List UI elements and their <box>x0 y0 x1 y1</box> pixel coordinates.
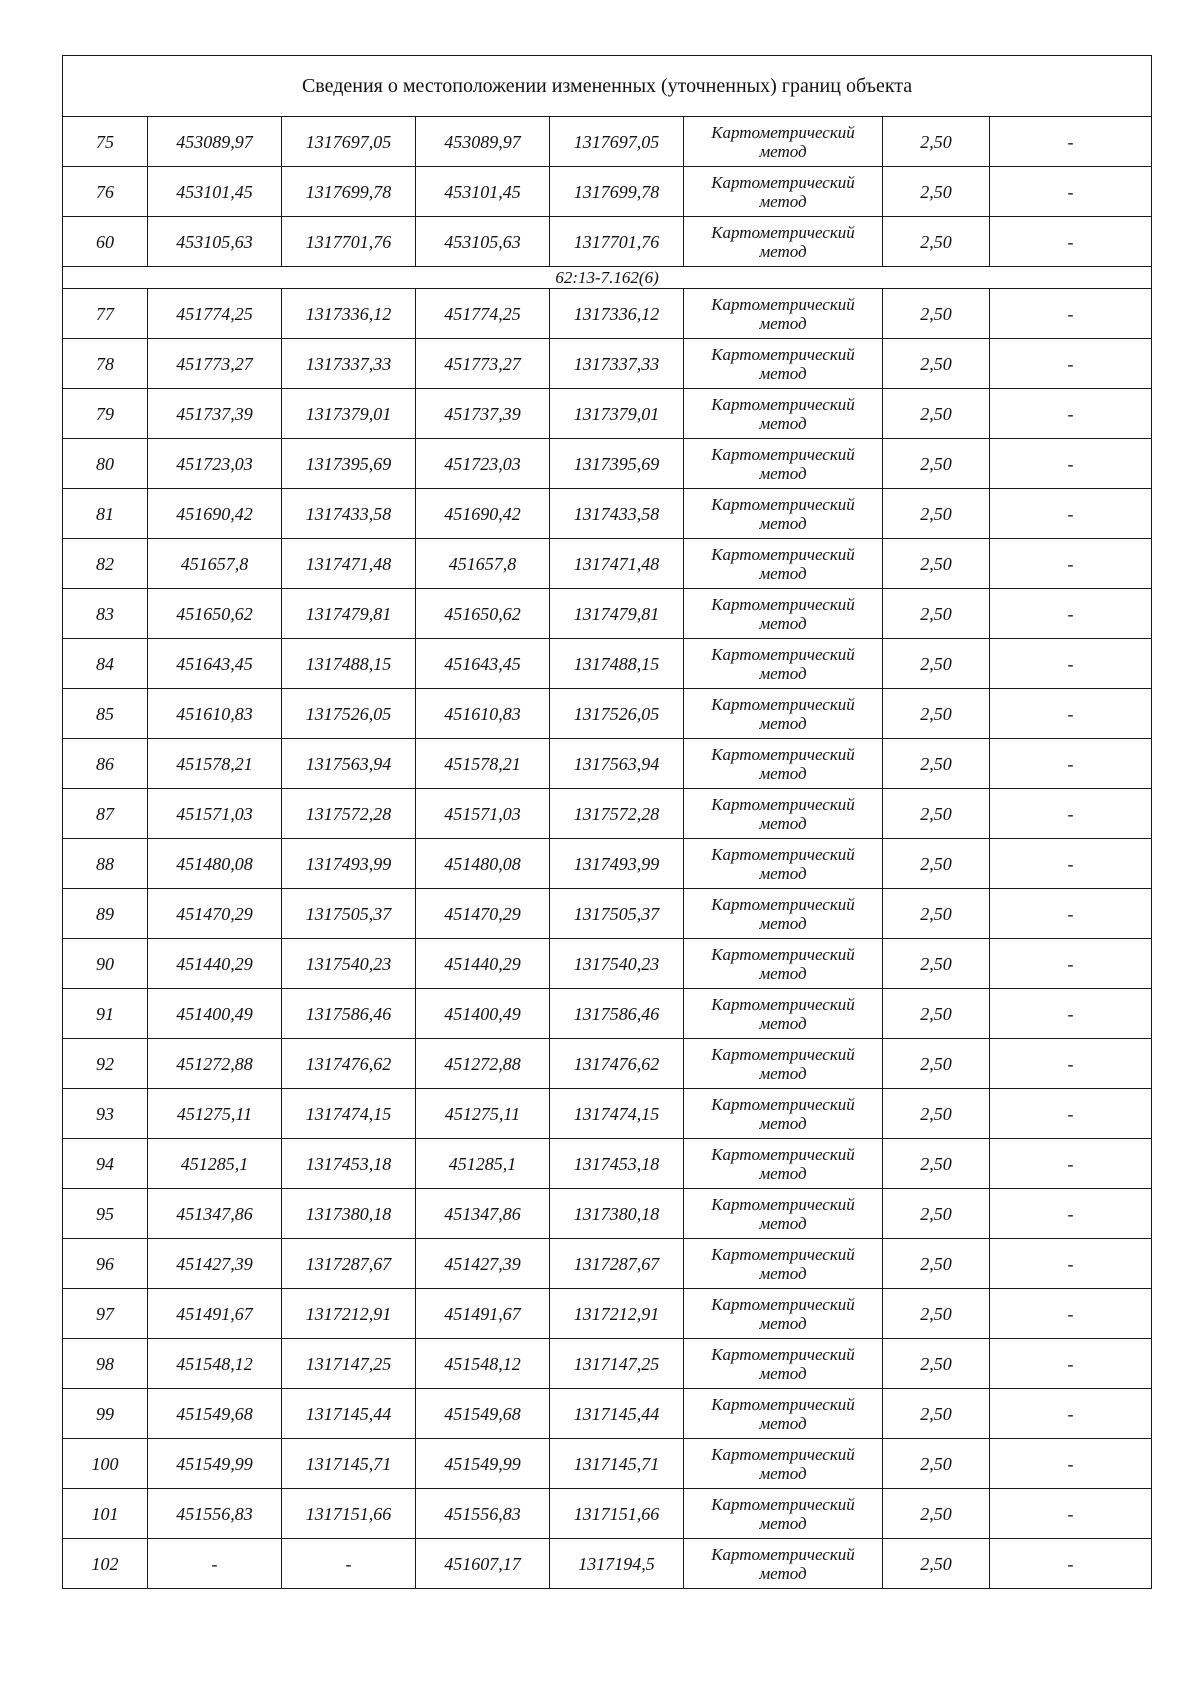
x-new-cell: 451657,8 <box>416 539 550 589</box>
y-old-cell: 1317337,33 <box>282 339 416 389</box>
method-cell: Картометрический метод <box>684 1189 883 1239</box>
description-cell: - <box>990 1539 1152 1589</box>
accuracy-cell: 2,50 <box>883 889 990 939</box>
accuracy-cell: 2,50 <box>883 989 990 1039</box>
point-number-cell: 96 <box>63 1239 148 1289</box>
x-old-cell: 451774,25 <box>148 289 282 339</box>
y-old-cell: 1317151,66 <box>282 1489 416 1539</box>
y-new-cell: 1317395,69 <box>550 439 684 489</box>
description-cell: - <box>990 489 1152 539</box>
description-cell: - <box>990 639 1152 689</box>
accuracy-cell: 2,50 <box>883 1439 990 1489</box>
table-row <box>63 1539 1152 1589</box>
description-cell: - <box>990 589 1152 639</box>
description-cell: - <box>990 1439 1152 1489</box>
accuracy-cell: 2,50 <box>883 839 990 889</box>
accuracy-cell: 2,50 <box>883 389 990 439</box>
accuracy-cell: 2,50 <box>883 739 990 789</box>
y-new-cell: 1317488,15 <box>550 639 684 689</box>
table-row <box>63 789 1152 839</box>
table-row <box>63 1039 1152 1089</box>
accuracy-cell: 2,50 <box>883 1339 990 1389</box>
table-row <box>63 217 1152 267</box>
description-cell: - <box>990 167 1152 217</box>
method-cell: Картометрический метод <box>684 1539 883 1589</box>
x-new-cell: 451643,45 <box>416 639 550 689</box>
section-header-row <box>63 267 1152 289</box>
description-cell: - <box>990 1239 1152 1289</box>
y-new-cell: 1317433,58 <box>550 489 684 539</box>
point-number-cell: 83 <box>63 589 148 639</box>
method-cell: Картометрический метод <box>684 839 883 889</box>
point-number-cell: 94 <box>63 1139 148 1189</box>
y-new-cell: 1317380,18 <box>550 1189 684 1239</box>
description-cell: - <box>990 1189 1152 1239</box>
table-row <box>63 989 1152 1039</box>
y-old-cell: 1317488,15 <box>282 639 416 689</box>
description-cell: - <box>990 217 1152 267</box>
description-cell: - <box>990 989 1152 1039</box>
method-cell: Картометрический метод <box>684 639 883 689</box>
x-new-cell: 451650,62 <box>416 589 550 639</box>
method-cell: Картометрический метод <box>684 1489 883 1539</box>
x-new-cell: 451470,29 <box>416 889 550 939</box>
y-new-cell: 1317563,94 <box>550 739 684 789</box>
method-cell: Картометрический метод <box>684 1339 883 1389</box>
point-number-cell: 101 <box>63 1489 148 1539</box>
point-number-cell: 98 <box>63 1339 148 1389</box>
x-old-cell: 451773,27 <box>148 339 282 389</box>
accuracy-cell: 2,50 <box>883 439 990 489</box>
accuracy-cell: 2,50 <box>883 539 990 589</box>
y-old-cell: 1317505,37 <box>282 889 416 939</box>
y-old-cell: 1317493,99 <box>282 839 416 889</box>
x-new-cell: 451607,17 <box>416 1539 550 1589</box>
y-old-cell: 1317701,76 <box>282 217 416 267</box>
accuracy-cell: 2,50 <box>883 1089 990 1139</box>
y-old-cell: 1317379,01 <box>282 389 416 439</box>
x-old-cell: 451400,49 <box>148 989 282 1039</box>
point-number-cell: 85 <box>63 689 148 739</box>
x-new-cell: 451774,25 <box>416 289 550 339</box>
point-number-cell: 86 <box>63 739 148 789</box>
y-old-cell: 1317395,69 <box>282 439 416 489</box>
table-row <box>63 439 1152 489</box>
point-number-cell: 95 <box>63 1189 148 1239</box>
point-number-cell: 93 <box>63 1089 148 1139</box>
method-cell: Картометрический метод <box>684 389 883 439</box>
description-cell: - <box>990 117 1152 167</box>
point-number-cell: 81 <box>63 489 148 539</box>
y-old-cell: 1317433,58 <box>282 489 416 539</box>
x-old-cell: 451272,88 <box>148 1039 282 1089</box>
point-number-cell: 91 <box>63 989 148 1039</box>
table-row <box>63 1139 1152 1189</box>
y-new-cell: 1317287,67 <box>550 1239 684 1289</box>
accuracy-cell: 2,50 <box>883 639 990 689</box>
x-old-cell: 451657,8 <box>148 539 282 589</box>
method-cell: Картометрический метод <box>684 589 883 639</box>
point-number-cell: 87 <box>63 789 148 839</box>
y-new-cell: 1317151,66 <box>550 1489 684 1539</box>
x-old-cell: - <box>148 1539 282 1589</box>
description-cell: - <box>990 1489 1152 1539</box>
x-old-cell: 451610,83 <box>148 689 282 739</box>
x-new-cell: 451610,83 <box>416 689 550 739</box>
x-new-cell: 451275,11 <box>416 1089 550 1139</box>
method-cell: Картометрический метод <box>684 117 883 167</box>
x-old-cell: 451275,11 <box>148 1089 282 1139</box>
accuracy-cell: 2,50 <box>883 217 990 267</box>
boundary-points-table <box>62 55 1152 1589</box>
x-new-cell: 451272,88 <box>416 1039 550 1089</box>
method-cell: Картометрический метод <box>684 489 883 539</box>
point-number-cell: 79 <box>63 389 148 439</box>
point-number-cell: 60 <box>63 217 148 267</box>
table-row <box>63 1239 1152 1289</box>
method-cell: Картометрический метод <box>684 1289 883 1339</box>
y-new-cell: 1317540,23 <box>550 939 684 989</box>
y-new-cell: 1317474,15 <box>550 1089 684 1139</box>
accuracy-cell: 2,50 <box>883 1539 990 1589</box>
description-cell: - <box>990 939 1152 989</box>
y-new-cell: 1317337,33 <box>550 339 684 389</box>
y-old-cell: 1317453,18 <box>282 1139 416 1189</box>
x-new-cell: 451556,83 <box>416 1489 550 1539</box>
y-new-cell: 1317336,12 <box>550 289 684 339</box>
y-old-cell: 1317540,23 <box>282 939 416 989</box>
y-old-cell: 1317586,46 <box>282 989 416 1039</box>
x-old-cell: 451723,03 <box>148 439 282 489</box>
x-new-cell: 451723,03 <box>416 439 550 489</box>
x-old-cell: 451556,83 <box>148 1489 282 1539</box>
y-old-cell: 1317147,25 <box>282 1339 416 1389</box>
y-old-cell: 1317563,94 <box>282 739 416 789</box>
y-old-cell: 1317572,28 <box>282 789 416 839</box>
method-cell: Картометрический метод <box>684 1039 883 1089</box>
accuracy-cell: 2,50 <box>883 1389 990 1439</box>
accuracy-cell: 2,50 <box>883 1139 990 1189</box>
table-row <box>63 289 1152 339</box>
table-row <box>63 1289 1152 1339</box>
description-cell: - <box>990 889 1152 939</box>
description-cell: - <box>990 289 1152 339</box>
accuracy-cell: 2,50 <box>883 167 990 217</box>
description-cell: - <box>990 1339 1152 1389</box>
table-row <box>63 389 1152 439</box>
x-new-cell: 451400,49 <box>416 989 550 1039</box>
table-row <box>63 839 1152 889</box>
x-old-cell: 451643,45 <box>148 639 282 689</box>
x-new-cell: 451690,42 <box>416 489 550 539</box>
accuracy-cell: 2,50 <box>883 1289 990 1339</box>
x-new-cell: 453089,97 <box>416 117 550 167</box>
y-old-cell: 1317471,48 <box>282 539 416 589</box>
table-body <box>63 56 1152 1589</box>
y-old-cell: 1317336,12 <box>282 289 416 339</box>
table-row <box>63 539 1152 589</box>
point-number-cell: 89 <box>63 889 148 939</box>
y-new-cell: 1317476,62 <box>550 1039 684 1089</box>
y-old-cell: - <box>282 1539 416 1589</box>
accuracy-cell: 2,50 <box>883 1189 990 1239</box>
description-cell: - <box>990 1389 1152 1439</box>
table-title: Сведения о местоположении измененных (уточненных) границ объекта <box>63 56 1152 117</box>
x-old-cell: 451690,42 <box>148 489 282 539</box>
method-cell: Картометрический метод <box>684 939 883 989</box>
y-new-cell: 1317194,5 <box>550 1539 684 1589</box>
y-new-cell: 1317145,44 <box>550 1389 684 1439</box>
point-number-cell: 100 <box>63 1439 148 1489</box>
table-row <box>63 1389 1152 1439</box>
y-new-cell: 1317479,81 <box>550 589 684 639</box>
table-row <box>63 339 1152 389</box>
description-cell: - <box>990 439 1152 489</box>
accuracy-cell: 2,50 <box>883 117 990 167</box>
point-number-cell: 82 <box>63 539 148 589</box>
method-cell: Картометрический метод <box>684 789 883 839</box>
point-number-cell: 102 <box>63 1539 148 1589</box>
y-new-cell: 1317526,05 <box>550 689 684 739</box>
method-cell: Картометрический метод <box>684 217 883 267</box>
description-cell: - <box>990 1139 1152 1189</box>
point-number-cell: 78 <box>63 339 148 389</box>
x-new-cell: 451491,67 <box>416 1289 550 1339</box>
description-cell: - <box>990 539 1152 589</box>
description-cell: - <box>990 689 1152 739</box>
y-old-cell: 1317380,18 <box>282 1189 416 1239</box>
x-new-cell: 453105,63 <box>416 217 550 267</box>
method-cell: Картометрический метод <box>684 1139 883 1189</box>
x-new-cell: 451737,39 <box>416 389 550 439</box>
accuracy-cell: 2,50 <box>883 289 990 339</box>
x-old-cell: 451571,03 <box>148 789 282 839</box>
x-new-cell: 451427,39 <box>416 1239 550 1289</box>
y-old-cell: 1317526,05 <box>282 689 416 739</box>
x-old-cell: 451650,62 <box>148 589 282 639</box>
accuracy-cell: 2,50 <box>883 689 990 739</box>
accuracy-cell: 2,50 <box>883 489 990 539</box>
x-new-cell: 451549,68 <box>416 1389 550 1439</box>
y-new-cell: 1317701,76 <box>550 217 684 267</box>
point-number-cell: 80 <box>63 439 148 489</box>
description-cell: - <box>990 789 1152 839</box>
y-new-cell: 1317147,25 <box>550 1339 684 1389</box>
description-cell: - <box>990 1039 1152 1089</box>
y-new-cell: 1317586,46 <box>550 989 684 1039</box>
table-row <box>63 1489 1152 1539</box>
x-old-cell: 451470,29 <box>148 889 282 939</box>
method-cell: Картометрический метод <box>684 989 883 1039</box>
method-cell: Картометрический метод <box>684 1239 883 1289</box>
accuracy-cell: 2,50 <box>883 1239 990 1289</box>
table-title-row <box>63 56 1152 117</box>
x-old-cell: 451347,86 <box>148 1189 282 1239</box>
accuracy-cell: 2,50 <box>883 1039 990 1089</box>
x-old-cell: 451440,29 <box>148 939 282 989</box>
table-row <box>63 167 1152 217</box>
table-row <box>63 489 1152 539</box>
x-old-cell: 453101,45 <box>148 167 282 217</box>
y-new-cell: 1317572,28 <box>550 789 684 839</box>
x-old-cell: 451578,21 <box>148 739 282 789</box>
x-new-cell: 451578,21 <box>416 739 550 789</box>
table-row <box>63 1089 1152 1139</box>
point-number-cell: 84 <box>63 639 148 689</box>
description-cell: - <box>990 839 1152 889</box>
x-new-cell: 451571,03 <box>416 789 550 839</box>
x-old-cell: 451480,08 <box>148 839 282 889</box>
method-cell: Картометрический метод <box>684 539 883 589</box>
y-old-cell: 1317145,71 <box>282 1439 416 1489</box>
accuracy-cell: 2,50 <box>883 939 990 989</box>
y-new-cell: 1317471,48 <box>550 539 684 589</box>
method-cell: Картометрический метод <box>684 889 883 939</box>
x-old-cell: 453105,63 <box>148 217 282 267</box>
point-number-cell: 90 <box>63 939 148 989</box>
y-new-cell: 1317697,05 <box>550 117 684 167</box>
x-new-cell: 451440,29 <box>416 939 550 989</box>
method-cell: Картометрический метод <box>684 739 883 789</box>
method-cell: Картометрический метод <box>684 1389 883 1439</box>
table-row <box>63 1439 1152 1489</box>
y-old-cell: 1317474,15 <box>282 1089 416 1139</box>
accuracy-cell: 2,50 <box>883 589 990 639</box>
y-new-cell: 1317212,91 <box>550 1289 684 1339</box>
table-row <box>63 939 1152 989</box>
x-old-cell: 451549,68 <box>148 1389 282 1439</box>
point-number-cell: 76 <box>63 167 148 217</box>
y-new-cell: 1317505,37 <box>550 889 684 939</box>
x-old-cell: 453089,97 <box>148 117 282 167</box>
x-old-cell: 451491,67 <box>148 1289 282 1339</box>
method-cell: Картометрический метод <box>684 1089 883 1139</box>
x-old-cell: 451737,39 <box>148 389 282 439</box>
x-new-cell: 453101,45 <box>416 167 550 217</box>
description-cell: - <box>990 339 1152 389</box>
point-number-cell: 92 <box>63 1039 148 1089</box>
y-old-cell: 1317287,67 <box>282 1239 416 1289</box>
y-new-cell: 1317145,71 <box>550 1439 684 1489</box>
method-cell: Картометрический метод <box>684 439 883 489</box>
description-cell: - <box>990 1289 1152 1339</box>
accuracy-cell: 2,50 <box>883 789 990 839</box>
x-old-cell: 451427,39 <box>148 1239 282 1289</box>
y-new-cell: 1317453,18 <box>550 1139 684 1189</box>
y-new-cell: 1317699,78 <box>550 167 684 217</box>
point-number-cell: 75 <box>63 117 148 167</box>
table-row <box>63 1189 1152 1239</box>
table-row <box>63 739 1152 789</box>
x-old-cell: 451285,1 <box>148 1139 282 1189</box>
x-new-cell: 451347,86 <box>416 1189 550 1239</box>
description-cell: - <box>990 389 1152 439</box>
y-old-cell: 1317699,78 <box>282 167 416 217</box>
table-row <box>63 639 1152 689</box>
description-cell: - <box>990 1089 1152 1139</box>
table-row <box>63 589 1152 639</box>
point-number-cell: 88 <box>63 839 148 889</box>
y-old-cell: 1317479,81 <box>282 589 416 639</box>
x-new-cell: 451548,12 <box>416 1339 550 1389</box>
method-cell: Картометрический метод <box>684 339 883 389</box>
y-old-cell: 1317145,44 <box>282 1389 416 1439</box>
x-new-cell: 451480,08 <box>416 839 550 889</box>
y-old-cell: 1317212,91 <box>282 1289 416 1339</box>
method-cell: Картометрический метод <box>684 289 883 339</box>
x-new-cell: 451549,99 <box>416 1439 550 1489</box>
accuracy-cell: 2,50 <box>883 1489 990 1539</box>
x-old-cell: 451549,99 <box>148 1439 282 1489</box>
table-row <box>63 1339 1152 1389</box>
x-old-cell: 451548,12 <box>148 1339 282 1389</box>
method-cell: Картометрический метод <box>684 1439 883 1489</box>
point-number-cell: 97 <box>63 1289 148 1339</box>
x-new-cell: 451285,1 <box>416 1139 550 1189</box>
y-old-cell: 1317697,05 <box>282 117 416 167</box>
accuracy-cell: 2,50 <box>883 339 990 389</box>
table-row <box>63 117 1152 167</box>
description-cell: - <box>990 739 1152 789</box>
x-new-cell: 451773,27 <box>416 339 550 389</box>
table-row <box>63 889 1152 939</box>
point-number-cell: 99 <box>63 1389 148 1439</box>
cadastral-block-label: 62:13-7.162(6) <box>63 267 1152 289</box>
y-old-cell: 1317476,62 <box>282 1039 416 1089</box>
y-new-cell: 1317379,01 <box>550 389 684 439</box>
table-row <box>63 689 1152 739</box>
point-number-cell: 77 <box>63 289 148 339</box>
y-new-cell: 1317493,99 <box>550 839 684 889</box>
method-cell: Картометрический метод <box>684 167 883 217</box>
method-cell: Картометрический метод <box>684 689 883 739</box>
